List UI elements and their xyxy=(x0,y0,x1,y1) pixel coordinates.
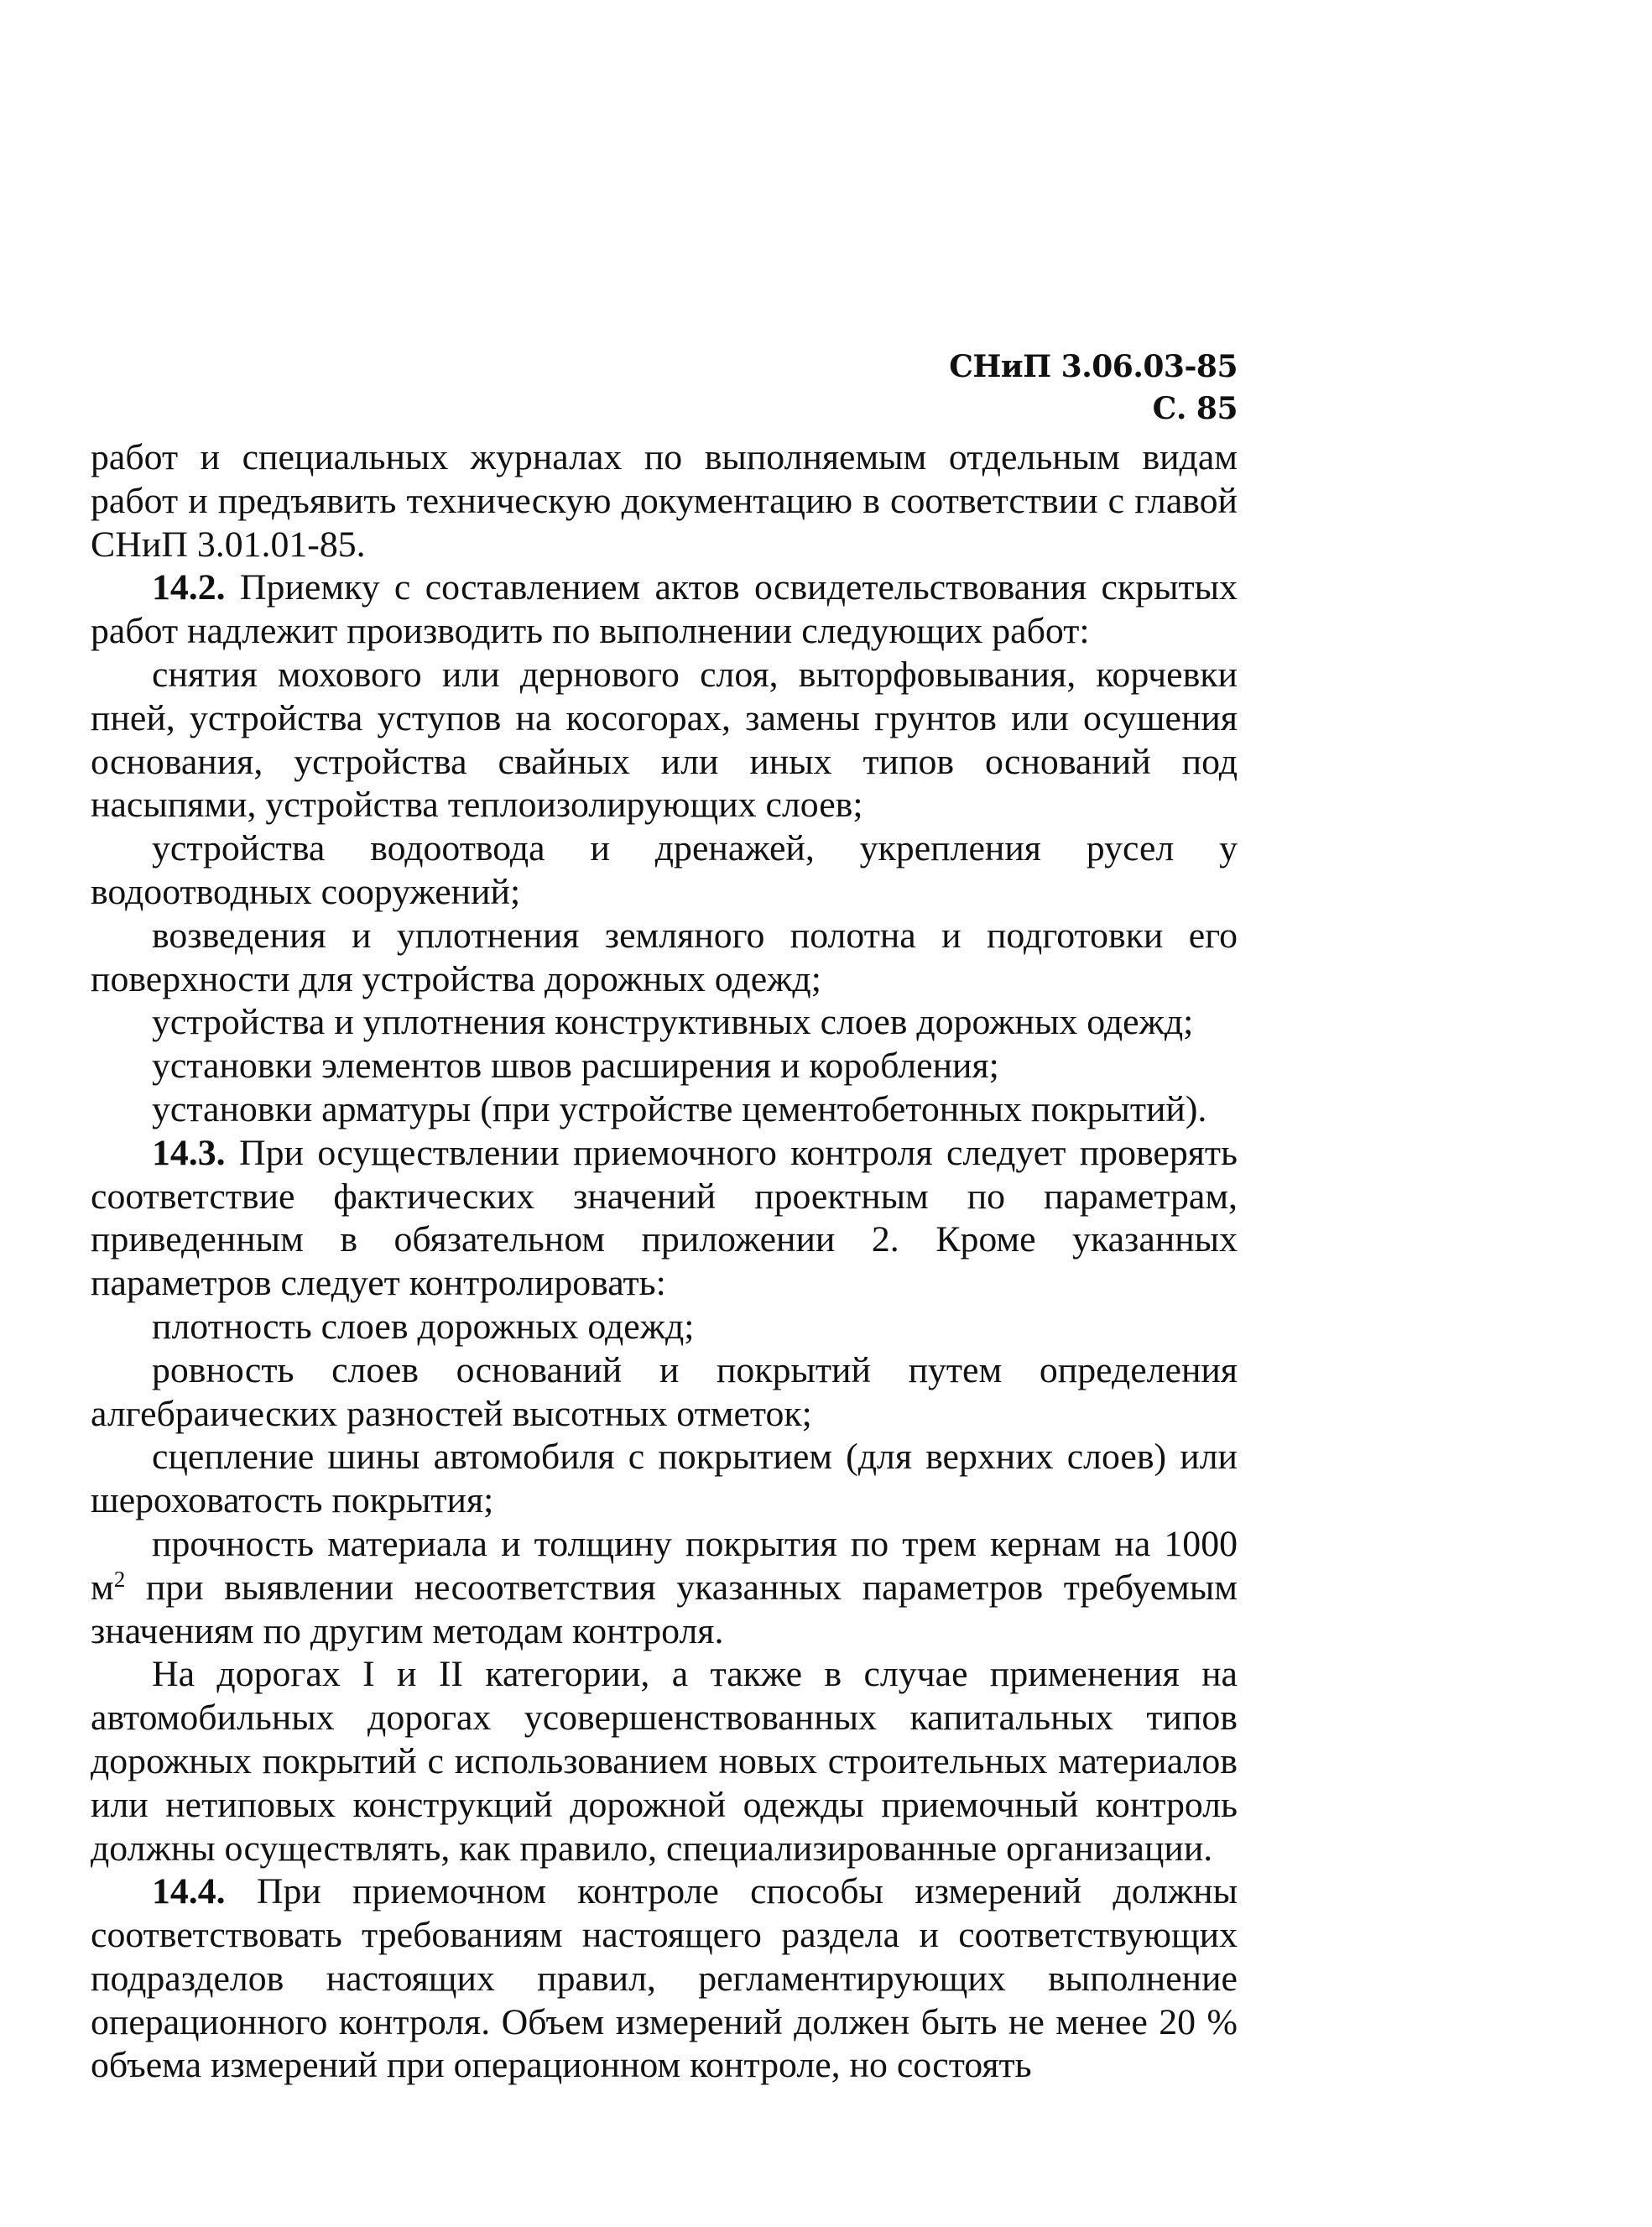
list-item-density: плотность слоев дорожных одежд; xyxy=(152,1306,695,1347)
clause-14-2 xyxy=(91,566,1238,654)
document-body xyxy=(91,436,1238,2088)
paragraph-continuation: работ и специальных журналах по выполняемым отдельным видам работ и предъявить техническую документацию в соответствии с главой СНиП 3.01.01-85. xyxy=(91,437,1238,565)
clause-text: Приемку с составлением актов освидетельствования скрытых работ надлежит производить по выполнении следующих работ: xyxy=(91,567,1238,652)
list-item-reinforcement: установки арматуры (при устройстве цементобетонных покрытий). xyxy=(152,1088,1207,1129)
list-item-evenness: ровность слоев оснований и покрытий путем определения алгебраических разностей высотных отметок; xyxy=(91,1349,1238,1434)
paragraph-road-categories: На дорогах I и II категории, а также в случае применения на автомобильных дорогах усовершенствованных капитальных типов дорожных покрытий с использованием новых строительных материалов или нетиповых конструкций дорожной одежды приемочный контроль должны осуществлять, как правило, специализированные организации. xyxy=(91,1654,1238,1869)
list-item-earthwork: возведения и уплотнения земляного полотна и подготовки его поверхности для устройства дорожных одежд; xyxy=(91,915,1238,999)
list-item-strength xyxy=(91,1523,1238,1653)
clause-14-3 xyxy=(91,1132,1238,1306)
clause-14-4 xyxy=(91,1870,1238,2088)
list-item-pavement-layers: устройства и уплотнения конструктивных слоев дорожных одежд; xyxy=(152,1002,1194,1043)
superscript-exponent: 2 xyxy=(113,1566,126,1592)
clause-text: При приемочном контроле способы измерений должны соответствовать требованиям настоящего раздела и соответствующих подразделов настоящих правил, регламентирующих выполнение операционного контроля. Объем измерений должен быть не менее 20 % объема измерений при операционном контроле, но состоять xyxy=(91,1871,1238,2086)
strength-text-end: при выявлении несоответствия указанных параметров требуемым значениям по другим методам контроля. xyxy=(91,1567,1238,1651)
list-item-adhesion: сцепление шины автомобиля с покрытием (для верхних слоев) или шероховатость покрытия; xyxy=(91,1437,1238,1521)
clause-number: 14.2. xyxy=(152,567,226,608)
list-item-removal-works: снятия мохового или дернового слоя, выторфовывания, корчевки пней, устройства уступов на косогорах, замены грунтов или осушения основания, устройства свайных или иных типов оснований под насыпями, устройства теплоизолирующих слоев; xyxy=(91,654,1238,826)
list-item-drainage: устройства водоотвода и дренажей, укрепления русел у водоотводных сооружений; xyxy=(91,828,1238,912)
running-header: СНиП 3.06.03-85 С. 85 xyxy=(949,349,1238,426)
clause-number: 14.3. xyxy=(152,1132,226,1173)
list-item-expansion-joints: установки элементов швов расширения и коробления; xyxy=(152,1046,999,1087)
strength-text-start: прочность материала и толщину покрытия по трем кернам на 1000 м xyxy=(91,1523,1238,1608)
clause-number: 14.4. xyxy=(152,1871,226,1912)
clause-text: При осуществлении приемочного контроля следует проверять соответствие фактических значений проектным по параметрам, приведенным в обязательном приложении 2. Кроме указанных параметров следует контролировать: xyxy=(91,1132,1238,1304)
